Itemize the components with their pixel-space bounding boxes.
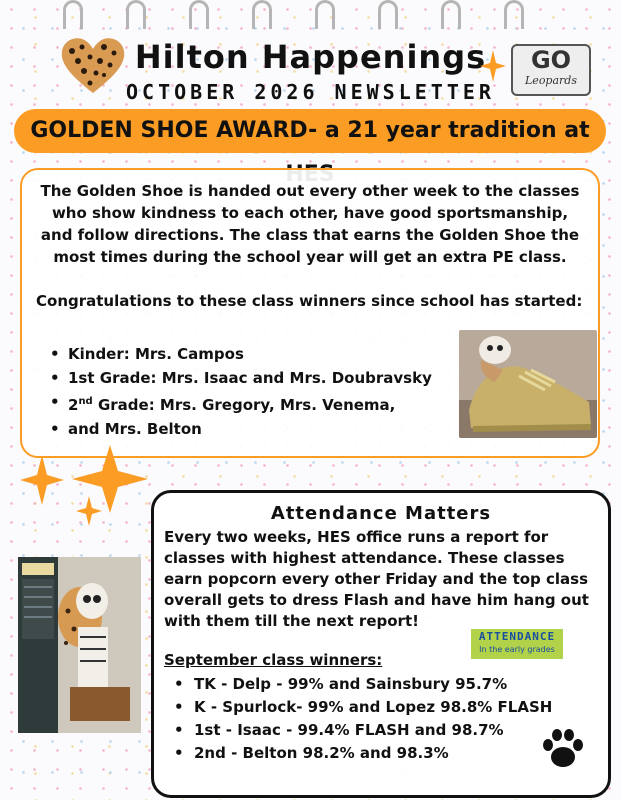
attendance-description: Every two weeks, HES office runs a report for classes with highest attendance. These classes earn popcorn every other Friday and the top class overall gets to dress Flash and have him hang out with them till the next report! (164, 528, 589, 630)
newsletter-subtitle: OCTOBER 2026 NEWSLETTER (126, 80, 495, 104)
golden-shoe-winners-list (50, 342, 432, 441)
spiral-ring (504, 0, 524, 29)
golden-shoe-section (20, 168, 600, 458)
sparkle-star-icon (20, 455, 64, 505)
list-item: • K - Spurlock- 99% and Lopez 98.8% FLASH (172, 696, 552, 719)
spiral-ring (441, 0, 461, 29)
spiral-ring (252, 0, 272, 29)
list-item (50, 390, 432, 417)
sparkle-star-icon (76, 496, 102, 526)
attendance-winners-list (172, 673, 552, 765)
attendance-winners-heading: September class winners: (164, 651, 383, 669)
logo-go-text: GO (530, 46, 572, 74)
grade-ordinal: nd (78, 396, 93, 407)
spiral-ring (378, 0, 398, 29)
spiral-ring (315, 0, 335, 29)
spiral-ring (189, 0, 209, 29)
grade-number: 2 (68, 396, 79, 414)
list-item: • 1st Grade: Mrs. Isaac and Mrs. Doubravsky (50, 366, 432, 390)
golden-shoe-photo (459, 330, 597, 438)
attendance-logo-subtitle: In the early grades (479, 645, 555, 654)
spiral-ring (63, 0, 83, 29)
list-item: • Kinder: Mrs. Campos (50, 342, 432, 366)
golden-shoe-description: The Golden Shoe is handed out every other week to the classes who show kindness to each other, have good sportsmanship, and follow directions. The class that earns the Golden Shoe the most times during the school year will get an extra PE class. (40, 182, 580, 266)
spiral-ring (126, 0, 146, 29)
grade-teachers: Grade: Mrs. Gregory, Mrs. Venema, (97, 396, 396, 414)
attendance-section (151, 490, 611, 798)
paw-print-icon (539, 725, 587, 773)
sparkle-star-icon (480, 50, 506, 82)
list-item: • 2nd - Belton 98.2% and 98.3% (172, 742, 552, 765)
logo-leopards-text: Leopards (525, 74, 577, 87)
newsletter-title: Hilton Happenings (134, 38, 487, 76)
attendance-title: Attendance Matters (270, 503, 492, 524)
golden-shoe-congrats: Congratulations to these class winners since school has started: (36, 292, 583, 310)
attendance-logo (471, 629, 563, 659)
golden-shoe-banner: GOLDEN SHOE AWARD- a 21 year tradition at (14, 109, 606, 153)
leopard-mascot-photo (18, 557, 141, 733)
attendance-logo-title: ATTENDANCE (478, 630, 556, 643)
list-item: • 1st - Isaac - 99.4% FLASH and 98.7% (172, 719, 552, 742)
list-item: • TK - Delp - 99% and Sainsbury 95.7% (172, 673, 552, 696)
list-item: • and Mrs. Belton (50, 417, 432, 441)
go-leopards-logo (511, 44, 591, 96)
